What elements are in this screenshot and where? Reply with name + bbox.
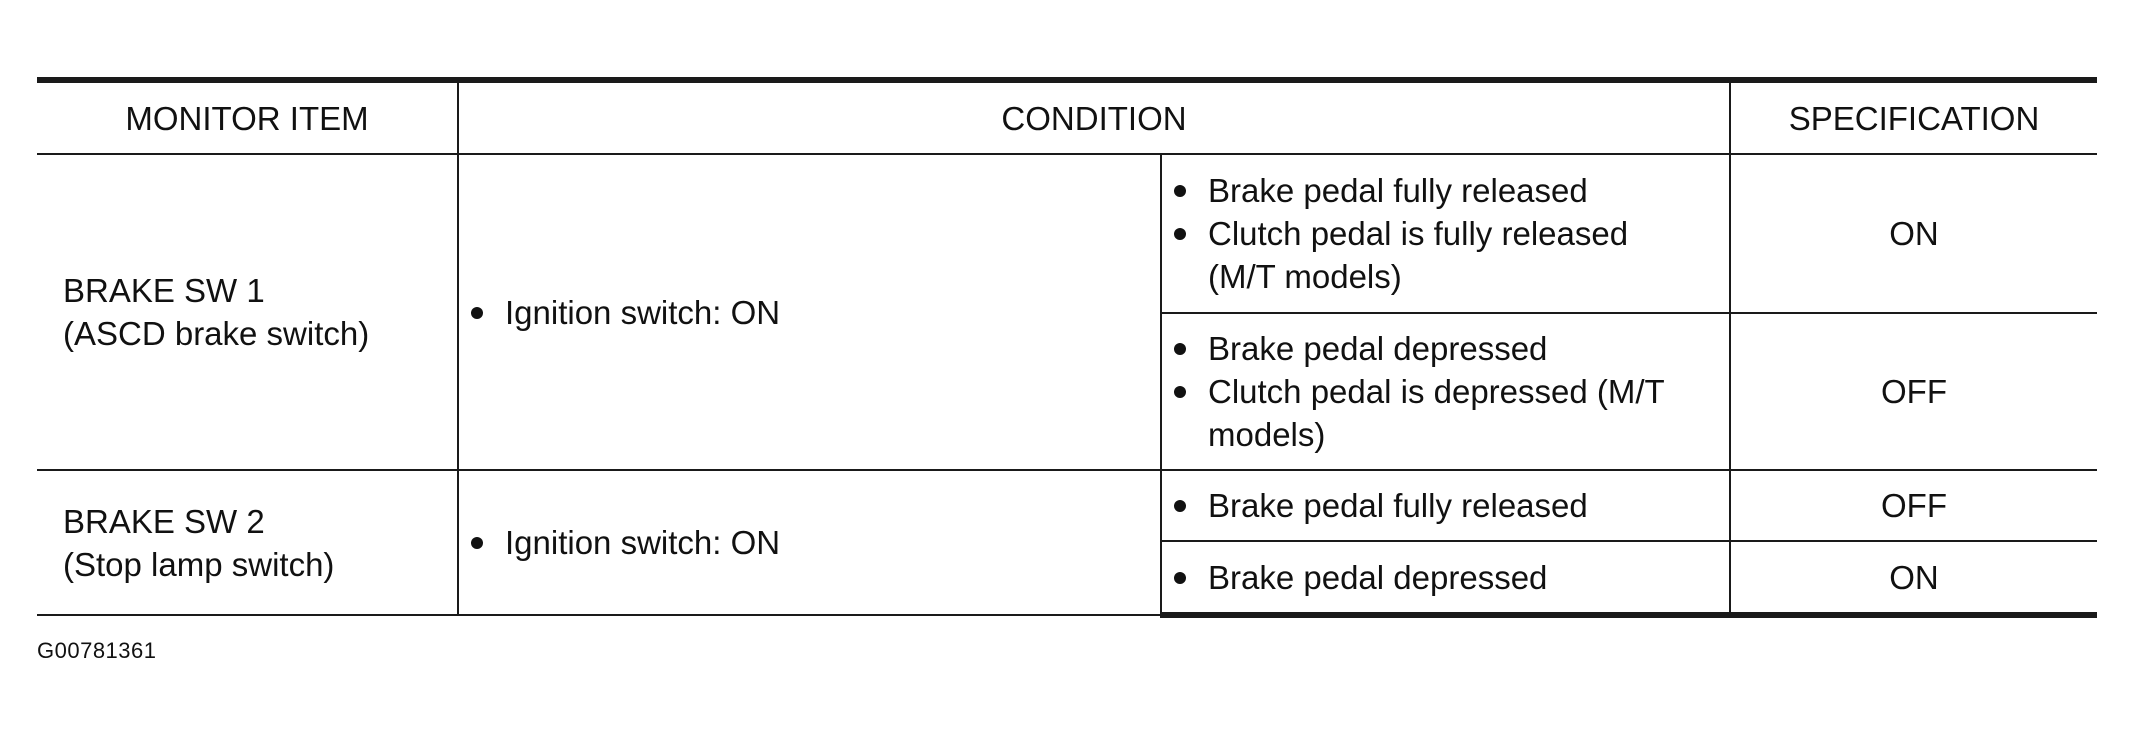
monitor-item-subname: (ASCD brake switch) xyxy=(63,315,370,352)
bullet-icon xyxy=(1174,185,1186,197)
condition-detail-line: (M/T models) xyxy=(1208,258,1402,295)
condition-main-text: Ignition switch: ON xyxy=(505,293,781,331)
bullet-icon xyxy=(1174,500,1186,512)
condition-detail-text: Brake pedal depressed xyxy=(1208,330,1548,367)
monitor-item-cell xyxy=(37,470,458,615)
condition-detail-line: models) xyxy=(1208,416,1326,453)
condition-detail-text xyxy=(1208,370,1665,456)
specification-cell: ON xyxy=(1730,541,2097,615)
bullet-icon xyxy=(1174,386,1186,398)
monitor-spec-table xyxy=(37,77,2097,618)
condition-detail-line: Clutch pedal is depressed (M/T xyxy=(1208,373,1665,410)
monitor-item-name: BRAKE SW 2 xyxy=(63,502,265,540)
condition-main-cell xyxy=(458,470,1161,615)
header-specification: SPECIFICATION xyxy=(1730,80,2097,154)
bullet-icon xyxy=(1174,343,1186,355)
monitor-item-name: BRAKE SW 1 xyxy=(63,272,265,309)
condition-main-cell xyxy=(458,154,1161,470)
bullet-icon xyxy=(471,307,483,319)
figure-id: G00781361 xyxy=(37,638,157,663)
table-row xyxy=(37,154,2097,313)
condition-detail-cell xyxy=(1161,154,1730,313)
condition-detail-text: Brake pedal fully released xyxy=(1208,172,1588,209)
header-condition: CONDITION xyxy=(458,80,1730,154)
bullet-icon xyxy=(471,537,483,549)
monitor-item-subname: (Stop lamp switch) xyxy=(63,545,335,583)
bullet-icon xyxy=(1174,572,1186,584)
condition-detail-cell xyxy=(1161,541,1730,615)
condition-detail-text xyxy=(1208,212,1628,298)
specification-cell: OFF xyxy=(1730,470,2097,541)
condition-detail-line: Clutch pedal is fully released xyxy=(1208,215,1629,252)
condition-detail-cell xyxy=(1161,470,1730,541)
specification-cell: ON xyxy=(1730,154,2097,313)
condition-detail-text: Brake pedal fully released xyxy=(1208,487,1588,524)
table-row xyxy=(37,470,2097,541)
header-row xyxy=(37,80,2097,154)
bullet-icon xyxy=(1174,228,1186,240)
condition-main-text: Ignition switch: ON xyxy=(505,524,781,561)
condition-detail-cell xyxy=(1161,313,1730,470)
monitor-item-cell xyxy=(37,154,458,470)
specification-cell: OFF xyxy=(1730,313,2097,470)
header-monitor-item: MONITOR ITEM xyxy=(37,80,458,154)
condition-detail-text: Brake pedal depressed xyxy=(1208,558,1548,596)
